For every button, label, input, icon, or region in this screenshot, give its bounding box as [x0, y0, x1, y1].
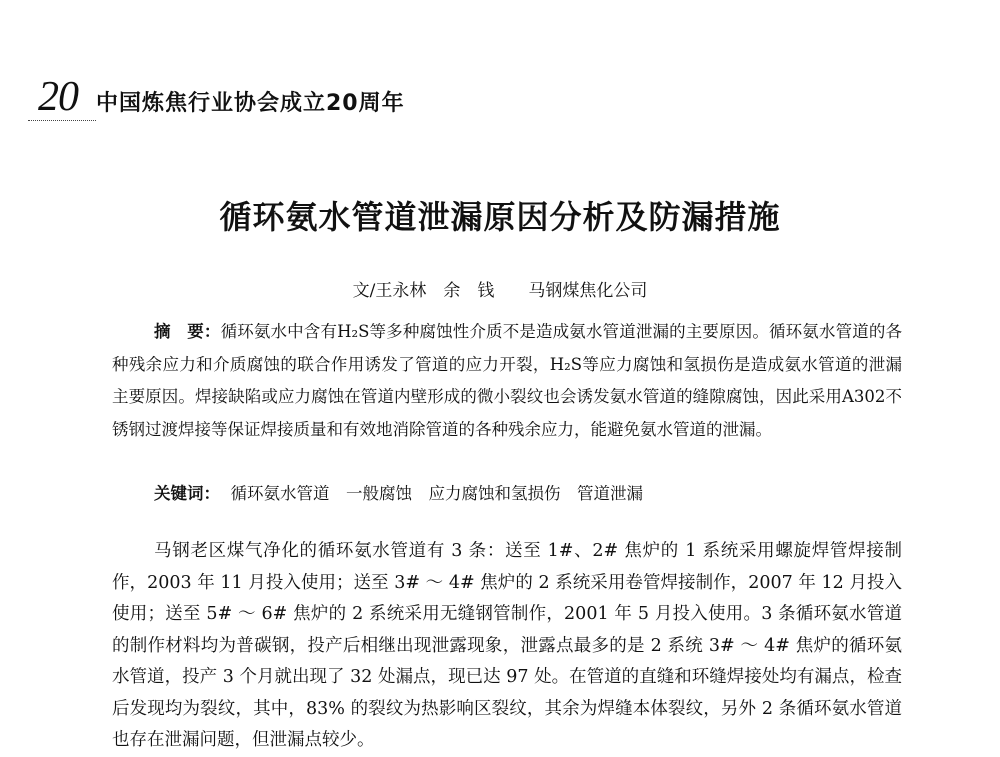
body-text: [112, 536, 902, 757]
keywords-text: 循环氨水管道 一般腐蚀 应力腐蚀和氢损伤 管道泄漏: [230, 484, 643, 503]
byline: 文/王永林 余 钱 马钢煤焦化公司: [352, 281, 648, 301]
issue-number: 20: [38, 74, 78, 120]
header-dotted-rule: [28, 120, 96, 121]
keywords-label: 关键词：: [154, 484, 220, 503]
keywords: [154, 480, 904, 504]
running-header: [38, 76, 405, 118]
header-title: 中国炼焦行业协会成立20周年: [96, 91, 405, 116]
body-paragraph: 马钢老区煤气净化的循环氨水管道有 3 条：送至 1#、2# 焦炉的 1 系统采用螺旋焊管焊接制作，2003 年 11 月投入使用；送至 3# ～ 4# 焦炉的 2 系统采用卷管焊接制作，2007 年 12 月投入使用；送至 5# ～ 6# 焦炉的 2 系统采用无缝钢管制作，2001 年 5 月投入使用。3 条循环氨水管道的制作材料均为普碳钢，投产后相继出现泄露现象，泄露点最多的是 2 系统 3# ～ 4# 焦炉的循环氨水管道，投产 3 个月就出现了 32 处漏点，现已达 97 处。在管道的直缝和环缝焊接处均有漏点，检查后发现均为裂纹，其中，83% 的裂纹为热影响区裂纹，其余为焊缝本体裂纹，另外 2 条循环氨水管道也存在泄漏问题，但泄漏点较少。: [112, 541, 902, 750]
abstract-text: 循环氨水中含有H₂S等多种腐蚀性介质不是造成氨水管道泄漏的主要原因。循环氨水管道的各种残余应力和介质腐蚀的联合作用诱发了管道的应力开裂，H₂S等应力腐蚀和氢损伤是造成氨水管道的泄漏主要原因。焊接缺陷或应力腐蚀在管道内壁形成的微小裂纹也会诱发氨水管道的缝隙腐蚀，因此采用A302不锈钢过渡焊接等保证焊接质量和有效地消除管道的各种残余应力，能避免氨水管道的泄漏。: [112, 322, 902, 439]
article-title: 循环氨水管道泄漏原因分析及防漏措施: [219, 198, 781, 236]
abstract: [112, 316, 902, 446]
abstract-label: 摘 要：: [154, 322, 221, 341]
